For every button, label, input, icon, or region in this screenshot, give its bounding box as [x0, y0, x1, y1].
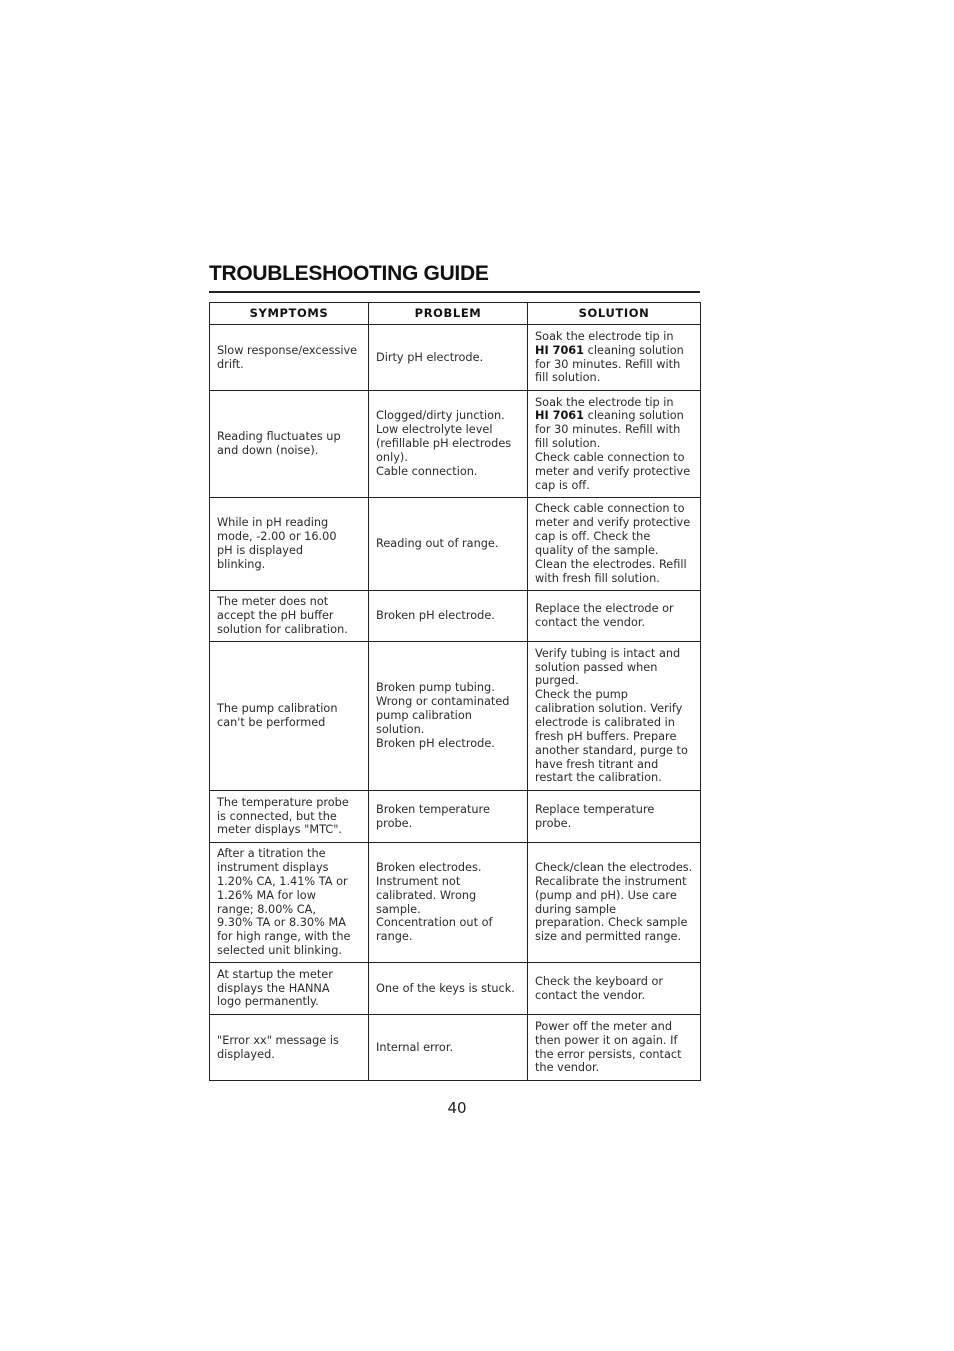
- symptom-cell: At startup the meter displays the HANNA logo permanently.: [210, 963, 369, 1015]
- solution-text: Check/clean the electrodes. Recalibrate the instrument (pump and pH). Use care during sample preparation. Check sample size and permitted range.: [535, 860, 693, 944]
- symptom-cell: Slow response/excessive drift.: [210, 325, 369, 391]
- solution-text: Replace the electrode or contact the vendor.: [535, 602, 674, 629]
- solution-text-cont: cleaning solution for 30 minutes. Refill with fill solution. Check cable connection to meter and verify protective cap is off.: [535, 409, 691, 492]
- solution-text: Soak the electrode tip in: [535, 329, 674, 343]
- problem-cell: Internal error.: [369, 1015, 528, 1081]
- title-divider: [209, 291, 700, 293]
- header-solution: SOLUTION: [528, 303, 701, 325]
- table-header: [210, 303, 701, 325]
- header-problem: PROBLEM: [369, 303, 528, 325]
- solution-cell: [528, 498, 701, 591]
- product-code: HI 7061: [535, 343, 585, 357]
- problem-cell: Reading out of range.: [369, 498, 528, 591]
- solution-text: Soak the electrode tip in: [535, 395, 674, 409]
- solution-cell: [528, 642, 701, 791]
- symptom-cell: After a titration the instrument displays 1.20% CA, 1.41% TA or 1.26% MA for low range; 8.00% CA, 9.30% TA or 8.30% MA for high range, with the selected unit blinking.: [210, 843, 369, 963]
- header-symptoms: SYMPTOMS: [210, 303, 369, 325]
- solution-cell: [528, 963, 701, 1015]
- problem-cell: Broken temperature probe.: [369, 791, 528, 843]
- problem-cell: Broken electrodes. Instrument not calibrated. Wrong sample. Concentration out of range.: [369, 843, 528, 963]
- table-row: [210, 1015, 701, 1081]
- solution-cell: [528, 791, 701, 843]
- problem-cell: Dirty pH electrode.: [369, 325, 528, 391]
- table-row: [210, 963, 701, 1015]
- table-row: [210, 325, 701, 391]
- symptom-cell: The pump calibration can't be performed: [210, 642, 369, 791]
- table-row: [210, 591, 701, 642]
- problem-cell: One of the keys is stuck.: [369, 963, 528, 1015]
- solution-text: Verify tubing is intact and solution passed when purged. Check the pump calibration solution. Verify electrode is calibrated in fresh pH buffers. Prepare another standard, purge to have fresh titrant and restart the calibration.: [535, 646, 688, 785]
- table-body: [210, 325, 701, 1081]
- solution-cell: [528, 391, 701, 498]
- table-row: [210, 791, 701, 843]
- product-code: HI 7061: [535, 409, 585, 423]
- header-row: [210, 303, 701, 325]
- troubleshooting-table: [209, 302, 701, 1081]
- problem-cell: Broken pH electrode.: [369, 591, 528, 642]
- problem-cell: Broken pump tubing. Wrong or contaminated pump calibration solution. Broken pH electrode.: [369, 642, 528, 791]
- table-row: [210, 391, 701, 498]
- solution-text: Check the keyboard or contact the vendor.: [535, 974, 664, 1002]
- symptom-cell: While in pH reading mode, -2.00 or 16.00 pH is displayed blinking.: [210, 498, 369, 591]
- table-row: [210, 843, 701, 963]
- symptom-cell: Reading fluctuates up and down (noise).: [210, 391, 369, 498]
- problem-cell: Clogged/dirty junction. Low electrolyte level (refillable pH electrodes only). Cable connection.: [369, 391, 528, 498]
- solution-cell: [528, 325, 701, 391]
- symptom-cell: The meter does not accept the pH buffer solution for calibration.: [210, 591, 369, 642]
- solution-text: Power off the meter and then power it on again. If the error persists, contact the vendor.: [535, 1019, 682, 1075]
- symptom-cell: "Error xx" message is displayed.: [210, 1015, 369, 1081]
- solution-cell: [528, 1015, 701, 1081]
- solution-cell: [528, 843, 701, 963]
- solution-text: Replace temperature probe.: [535, 802, 655, 830]
- solution-text: Check cable connection to meter and verify protective cap is off. Check the quality of the sample. Clean the electrodes. Refill with fresh fill solution.: [535, 502, 691, 585]
- page-number: 40: [447, 1099, 467, 1117]
- table-row: [210, 498, 701, 591]
- table-row: [210, 642, 701, 791]
- solution-text-cont: cleaning solution for 30 minutes. Refill with fill solution.: [535, 343, 684, 385]
- symptom-cell: The temperature probe is connected, but the meter displays "MTC".: [210, 791, 369, 843]
- solution-cell: [528, 591, 701, 642]
- page-title: TROUBLESHOOTING GUIDE: [209, 262, 489, 285]
